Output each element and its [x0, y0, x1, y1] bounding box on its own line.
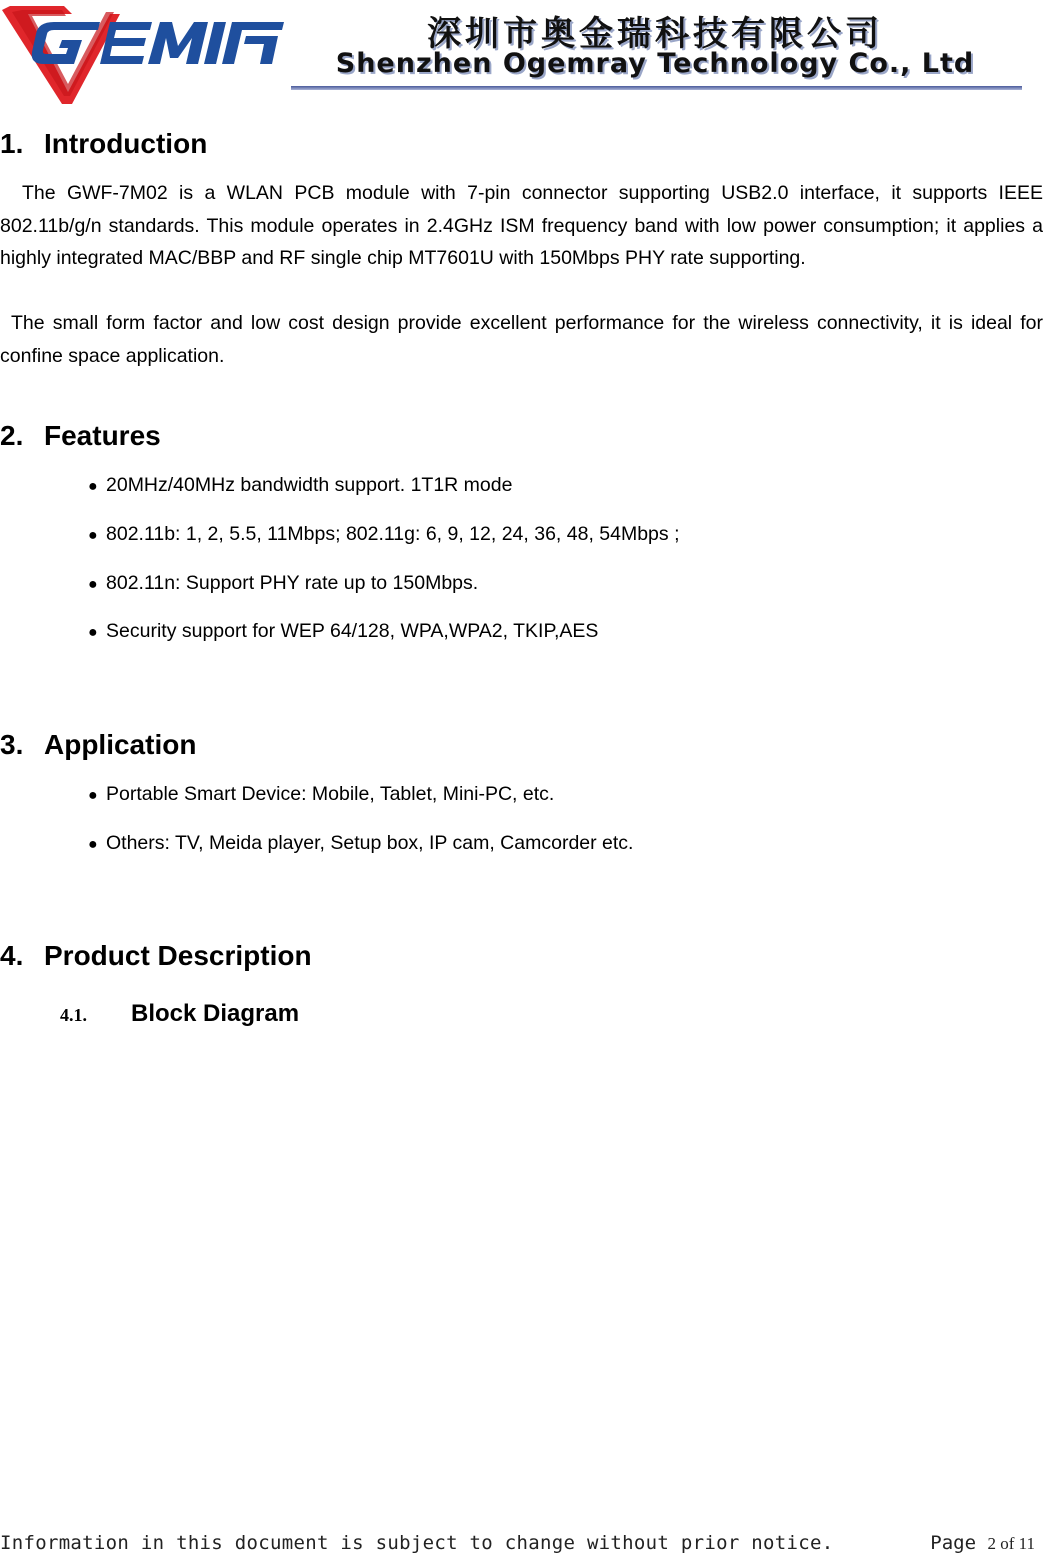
section-heading-product-description: 4. Product Description — [0, 940, 312, 971]
bullet-icon: ● — [88, 527, 98, 544]
bullet-icon: ● — [88, 787, 98, 804]
bullet-icon: ● — [88, 624, 98, 641]
section-heading-application: 3. Application — [0, 729, 197, 760]
page-footer — [0, 1532, 1043, 1558]
company-name-chinese: 深圳市奥金瑞科技有限公司 — [427, 14, 883, 54]
feature-item: ● 802.11n: Support PHY rate up to 150Mbps. — [88, 572, 479, 594]
intro-paragraph-2: The small form factor and low cost design provide excellent performance for the wireless connectivity, it is ideal for confine space application. — [0, 312, 1043, 367]
header-divider — [291, 86, 1022, 90]
bullet-icon: ● — [88, 836, 98, 853]
bullet-icon: ● — [88, 576, 98, 593]
section-heading-features: 2. Features — [0, 420, 161, 451]
feature-item: ● Security support for WEP 64/128, WPA,WPA2, TKIP,AES — [88, 620, 599, 642]
feature-item: ● 20MHz/40MHz bandwidth support. 1T1R mode — [88, 474, 513, 496]
intro-paragraph-1: The GWF-7M02 is a WLAN PCB module with 7-pin connector supporting USB2.0 interface, it supports IEEE 802.11b/g/n standards. This module operates in 2.4GHz ISM frequency band with low power consumption; it applies a highly integrated MAC/BBP and RF single chip MT7601U with 150Mbps PHY rate supporting. — [0, 182, 1043, 270]
company-name-english: Shenzhen Ogemray Technology Co., Ltd — [335, 48, 975, 79]
feature-item: ● 802.11b: 1, 2, 5.5, 11Mbps; 802.11g: 6, 9, 12, 24, 36, 48, 54Mbps ; — [88, 523, 680, 545]
application-item: ● Others: TV, Meida player, Setup box, IP cam, Camcorder etc. — [88, 832, 634, 854]
application-item: ● Portable Smart Device: Mobile, Tablet, Mini-PC, etc. — [88, 783, 555, 805]
bullet-icon: ● — [88, 478, 98, 495]
page-indicator: Page 2 of 11 — [930, 1532, 1035, 1554]
company-logo — [2, 0, 286, 108]
subsection-heading-block-diagram: 4.1. Block Diagram — [60, 1000, 300, 1027]
section-heading-introduction: 1. Introduction — [0, 128, 208, 159]
footer-notice: Information in this document is subject to change without prior notice. — [0, 1532, 834, 1554]
